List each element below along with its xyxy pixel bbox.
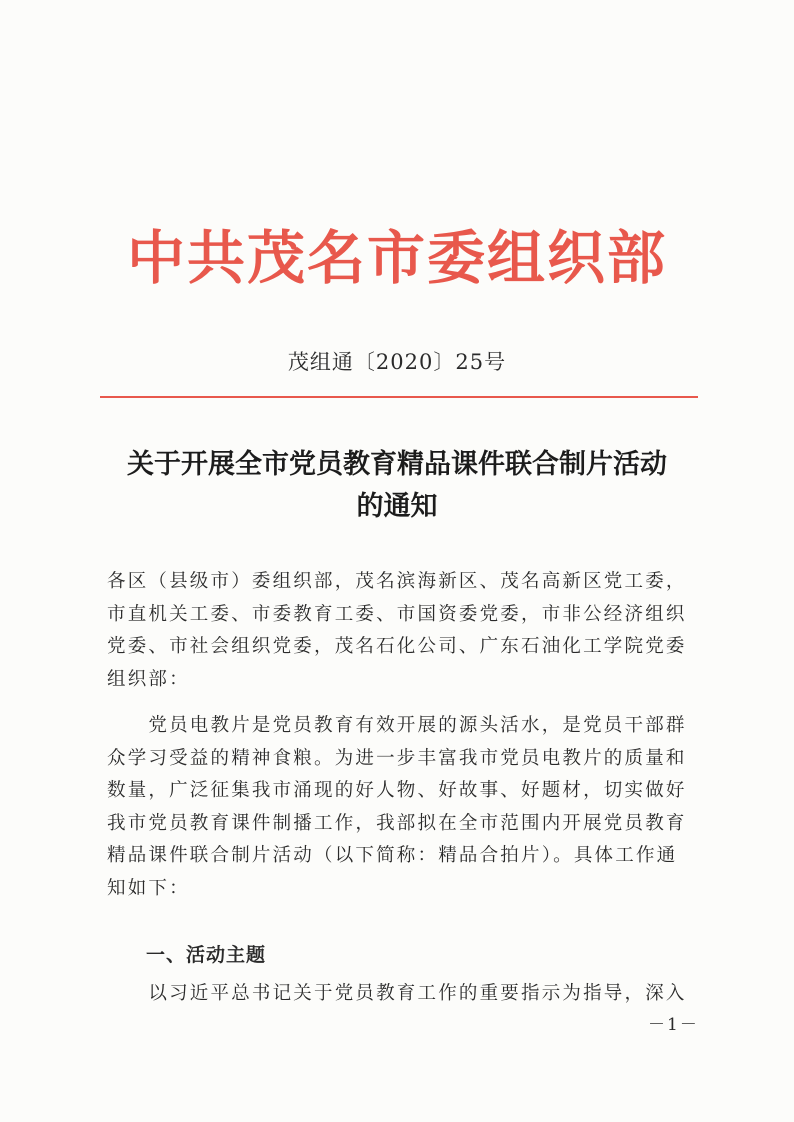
body-paragraph-1 [107,710,697,905]
recipients-line: 党委、市社会组织党委，茂名石化公司、广东石油化工学院党委 [107,636,687,657]
recipients-block [107,566,697,696]
recipients-line: 组织部： [107,668,190,690]
paragraph-line: 我市党员教育课件制播工作，我部拟在全市范围内开展党员教育 [107,812,687,834]
section-heading-activity-theme: 一、活动主题 [146,944,267,966]
document-number: 茂组通〔2020〕25号 [287,350,507,374]
paragraph-line: 精品课件联合制片活动（以下简称：精品合拍片）。具体工作通 [107,845,678,866]
document-title-line-2: 的通知 [356,491,438,522]
paragraph-line: 数量，广泛征集我市涌现的好人物、好故事、好题材，切实做好 [107,780,687,801]
issuing-organization-header: 中共茂名市委组织部 [126,224,667,292]
page-number: －1－ [648,1015,699,1035]
document-title-line-1: 关于开展全市党员教育精品课件联合制片活动 [127,449,667,480]
recipients-line: 市直机关工委、市委教育工委、市国资委党委，市非公经济组织 [107,603,687,625]
recipients-line: 各区（县级市）委组织部，茂名滨海新区、茂名高新区党工委， [107,571,687,592]
paragraph-line: 党员电教片是党员教育有效开展的源头活水，是党员干部群 [107,715,687,736]
document-title [0,444,794,528]
paragraph-line: 以习近平总书记关于党员教育工作的重要指示为指导，深入 [107,983,687,1004]
body-paragraph-2 [107,978,697,1011]
red-divider-line [100,396,698,398]
paragraph-line: 知如下： [107,877,190,899]
paragraph-line: 众学习受益的精神食粮。为进一步丰富我市党员电教片的质量和 [107,747,687,769]
